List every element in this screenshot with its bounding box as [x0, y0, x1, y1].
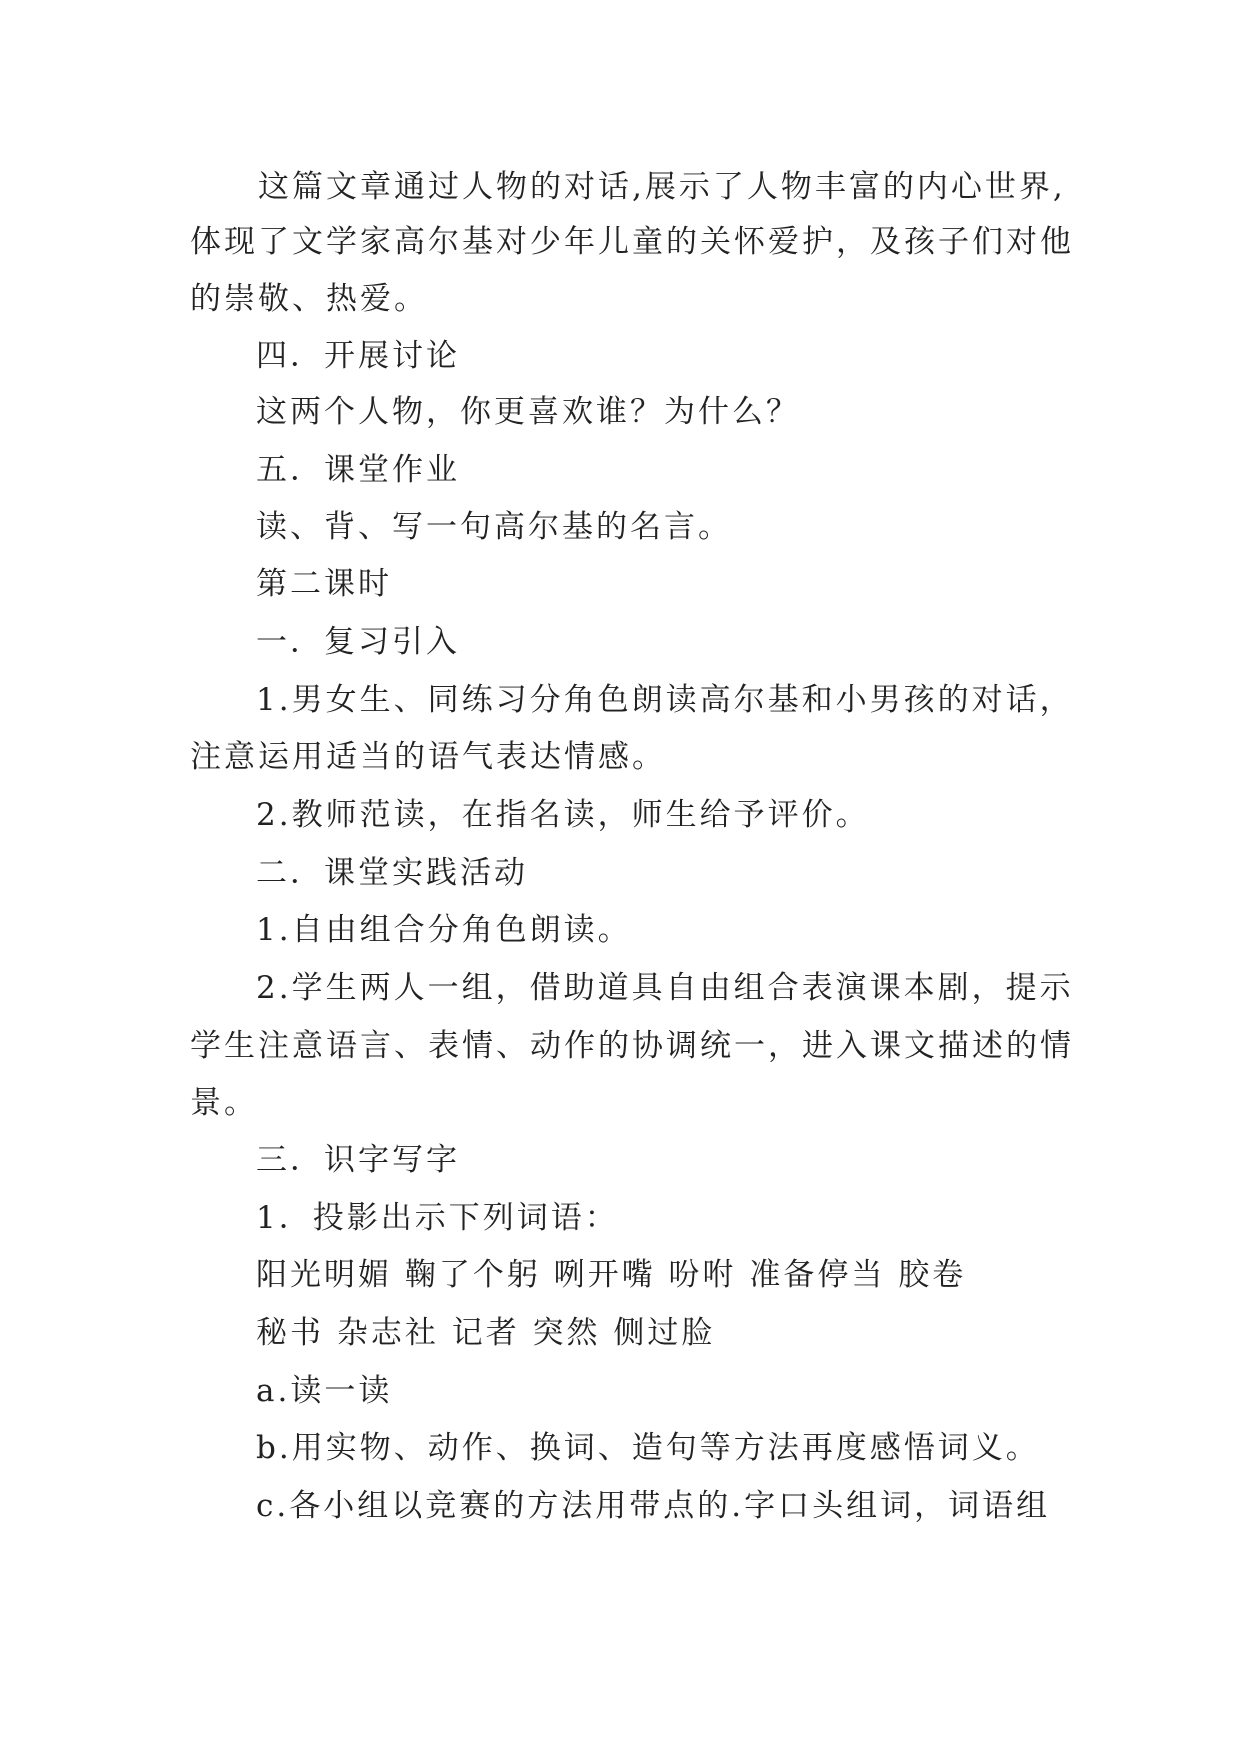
paragraph-line: 注意运用适当的语气表达情感。 [190, 739, 666, 775]
paragraph-line: 这两个人物，你更喜欢谁？为什么？ [256, 394, 800, 430]
section-heading: 一．复习引入 [256, 624, 460, 660]
list-item: b.用实物、动作、换词、造句等方法再度感悟词义。 [256, 1430, 1040, 1466]
list-item: 2.学生两人一组，借助道具自由组合表演课本剧，提示 [256, 970, 1074, 1006]
list-item: 1．投影出示下列词语： [256, 1200, 619, 1236]
section-heading: 四．开展讨论 [256, 338, 460, 374]
paragraph-line: 的崇敬、热爱。 [190, 281, 428, 317]
list-item: 2.教师范读，在指名读，师生给予评价。 [256, 797, 870, 833]
list-item: a.读一读 [256, 1373, 393, 1409]
paragraph-line: 学生注意语言、表情、动作的协调统一，进入课文描述的情 [190, 1028, 1074, 1064]
paragraph-line: 这篇文章通过人物的对话,展示了人物丰富的内心世界, [258, 169, 1066, 205]
word-list-line: 秘书 杂志社 记者 突然 侧过脸 [256, 1315, 716, 1351]
paragraph-line: 景。 [190, 1085, 258, 1121]
section-heading: 三．识字写字 [256, 1142, 460, 1178]
list-item: 1.男女生、同练习分角色朗读高尔基和小男孩的对话， [256, 682, 1074, 718]
list-item: c.各小组以竞赛的方法用带点的.字口头组词，词语组 [256, 1488, 1051, 1524]
paragraph-line: 读、背、写一句高尔基的名言。 [256, 509, 732, 545]
section-heading: 第二课时 [256, 566, 392, 602]
word-list-line: 阳光明媚 鞠了个躬 咧开嘴 吩咐 准备停当 胶卷 [256, 1257, 967, 1293]
section-heading: 五．课堂作业 [256, 452, 460, 488]
paragraph-line: 体现了文学家高尔基对少年儿童的关怀爱护，及孩子们对他 [190, 224, 1074, 260]
list-item: 1.自由组合分角色朗读。 [256, 912, 632, 948]
section-heading: 二．课堂实践活动 [256, 855, 528, 891]
